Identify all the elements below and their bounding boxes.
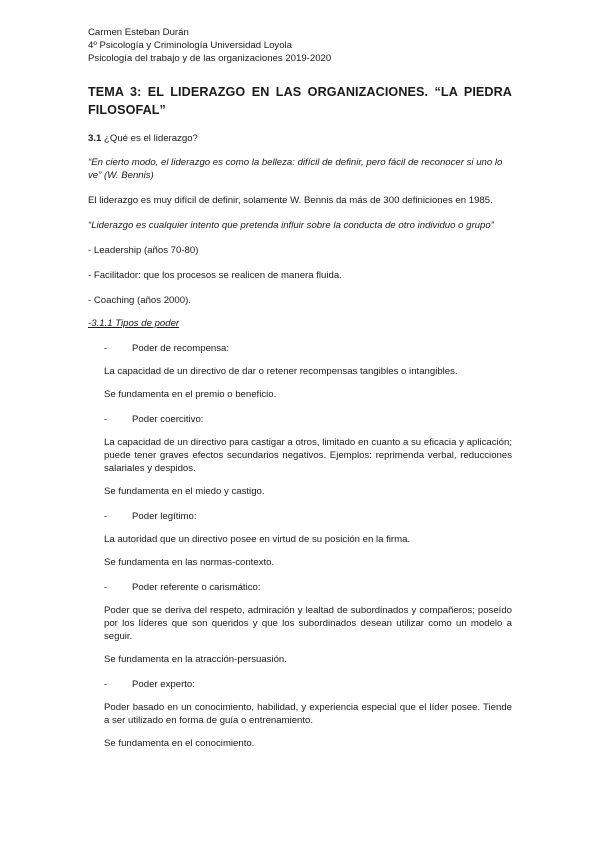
- power-basis: Se fundamenta en la atracción-persuasión.: [104, 654, 287, 665]
- power-name: Poder experto:: [132, 679, 195, 690]
- document-header: [88, 26, 512, 65]
- power-basis: Se fundamenta en el conocimiento.: [104, 738, 255, 749]
- power-description: Poder basado en un conocimiento, habilidad, y experiencia especial que el líder posee. Tiende a ser utilizado en forma de guía o entrenamiento.: [104, 702, 512, 726]
- section-question: ¿Qué es el liderazgo?: [104, 133, 198, 144]
- subsection-heading: -3.1.1 Tipos de poder: [88, 318, 180, 329]
- course-line: Psicología del trabajo y de las organizaciones 2019-2020: [88, 53, 332, 64]
- list-item: - Leadership (años 70-80): [88, 245, 199, 256]
- dash-bullet: -: [104, 582, 108, 593]
- bennis-quote: “En cierto modo, el liderazgo es como la belleza: difícil de definir, pero fácil de reconocer si uno lo ve” (W. Bennis): [88, 157, 503, 181]
- dash-bullet: -: [104, 414, 108, 425]
- section-heading: [88, 133, 512, 144]
- power-heading: [88, 413, 512, 426]
- power-description: La capacidad de un directivo de dar o retener recompensas tangibles o intangibles.: [104, 366, 458, 377]
- list-item: - Facilitador: que los procesos se realicen de manera fluida.: [88, 270, 342, 281]
- power-heading: [88, 678, 512, 691]
- power-basis: Se fundamenta en el premio o beneficio.: [104, 389, 277, 400]
- dash-bullet: -: [104, 343, 108, 354]
- power-basis: Se fundamenta en el miedo y castigo.: [104, 486, 265, 497]
- power-name: Poder referente o carismático:: [132, 582, 261, 593]
- leadership-definition-quote: “Liderazgo es cualquier intento que pretenda influir sobre la conducta de otro individuo o grupo”: [88, 220, 494, 231]
- dash-bullet: -: [104, 511, 108, 522]
- degree-line: 4º Psicología y Criminología Universidad Loyola: [88, 40, 293, 51]
- power-heading: [88, 510, 512, 523]
- power-description: La autoridad que un directivo posee en virtud de su posición en la firma.: [104, 534, 411, 545]
- document-title: TEMA 3: EL LIDERAZGO EN LAS ORGANIZACIONES. “LA PIEDRA FILOSOFAL”: [88, 85, 512, 117]
- power-name: Poder de recompensa:: [132, 343, 230, 354]
- power-heading: [88, 581, 512, 594]
- author-line: Carmen Esteban Durán: [88, 27, 189, 38]
- power-name: Poder coercitivo:: [132, 414, 204, 425]
- power-basis: Se fundamenta en las normas-contexto.: [104, 557, 275, 568]
- definition-paragraph: El liderazgo es muy difícil de definir, solamente W. Bennis da más de 300 definiciones en 1985.: [88, 195, 493, 206]
- power-description: Poder que se deriva del respeto, admiración y lealtad de subordinados y compañeros; poseído por los líderes que son queridos y que los subordinados desean utilizar como un modelo a seguir.: [104, 605, 512, 642]
- power-description: La capacidad de un directivo para castigar a otros, limitado en cuanto a su eficacia y aplicación; puede tener graves efectos secundarios negativos. Ejemplos: reprimenda verbal, reducciones salariales y despidos.: [104, 437, 512, 474]
- power-heading: [88, 342, 512, 355]
- section-number: 3.1: [88, 133, 102, 144]
- dash-bullet: -: [104, 679, 108, 690]
- power-name: Poder legítimo:: [132, 511, 197, 522]
- list-item: - Coaching (años 2000).: [88, 295, 191, 306]
